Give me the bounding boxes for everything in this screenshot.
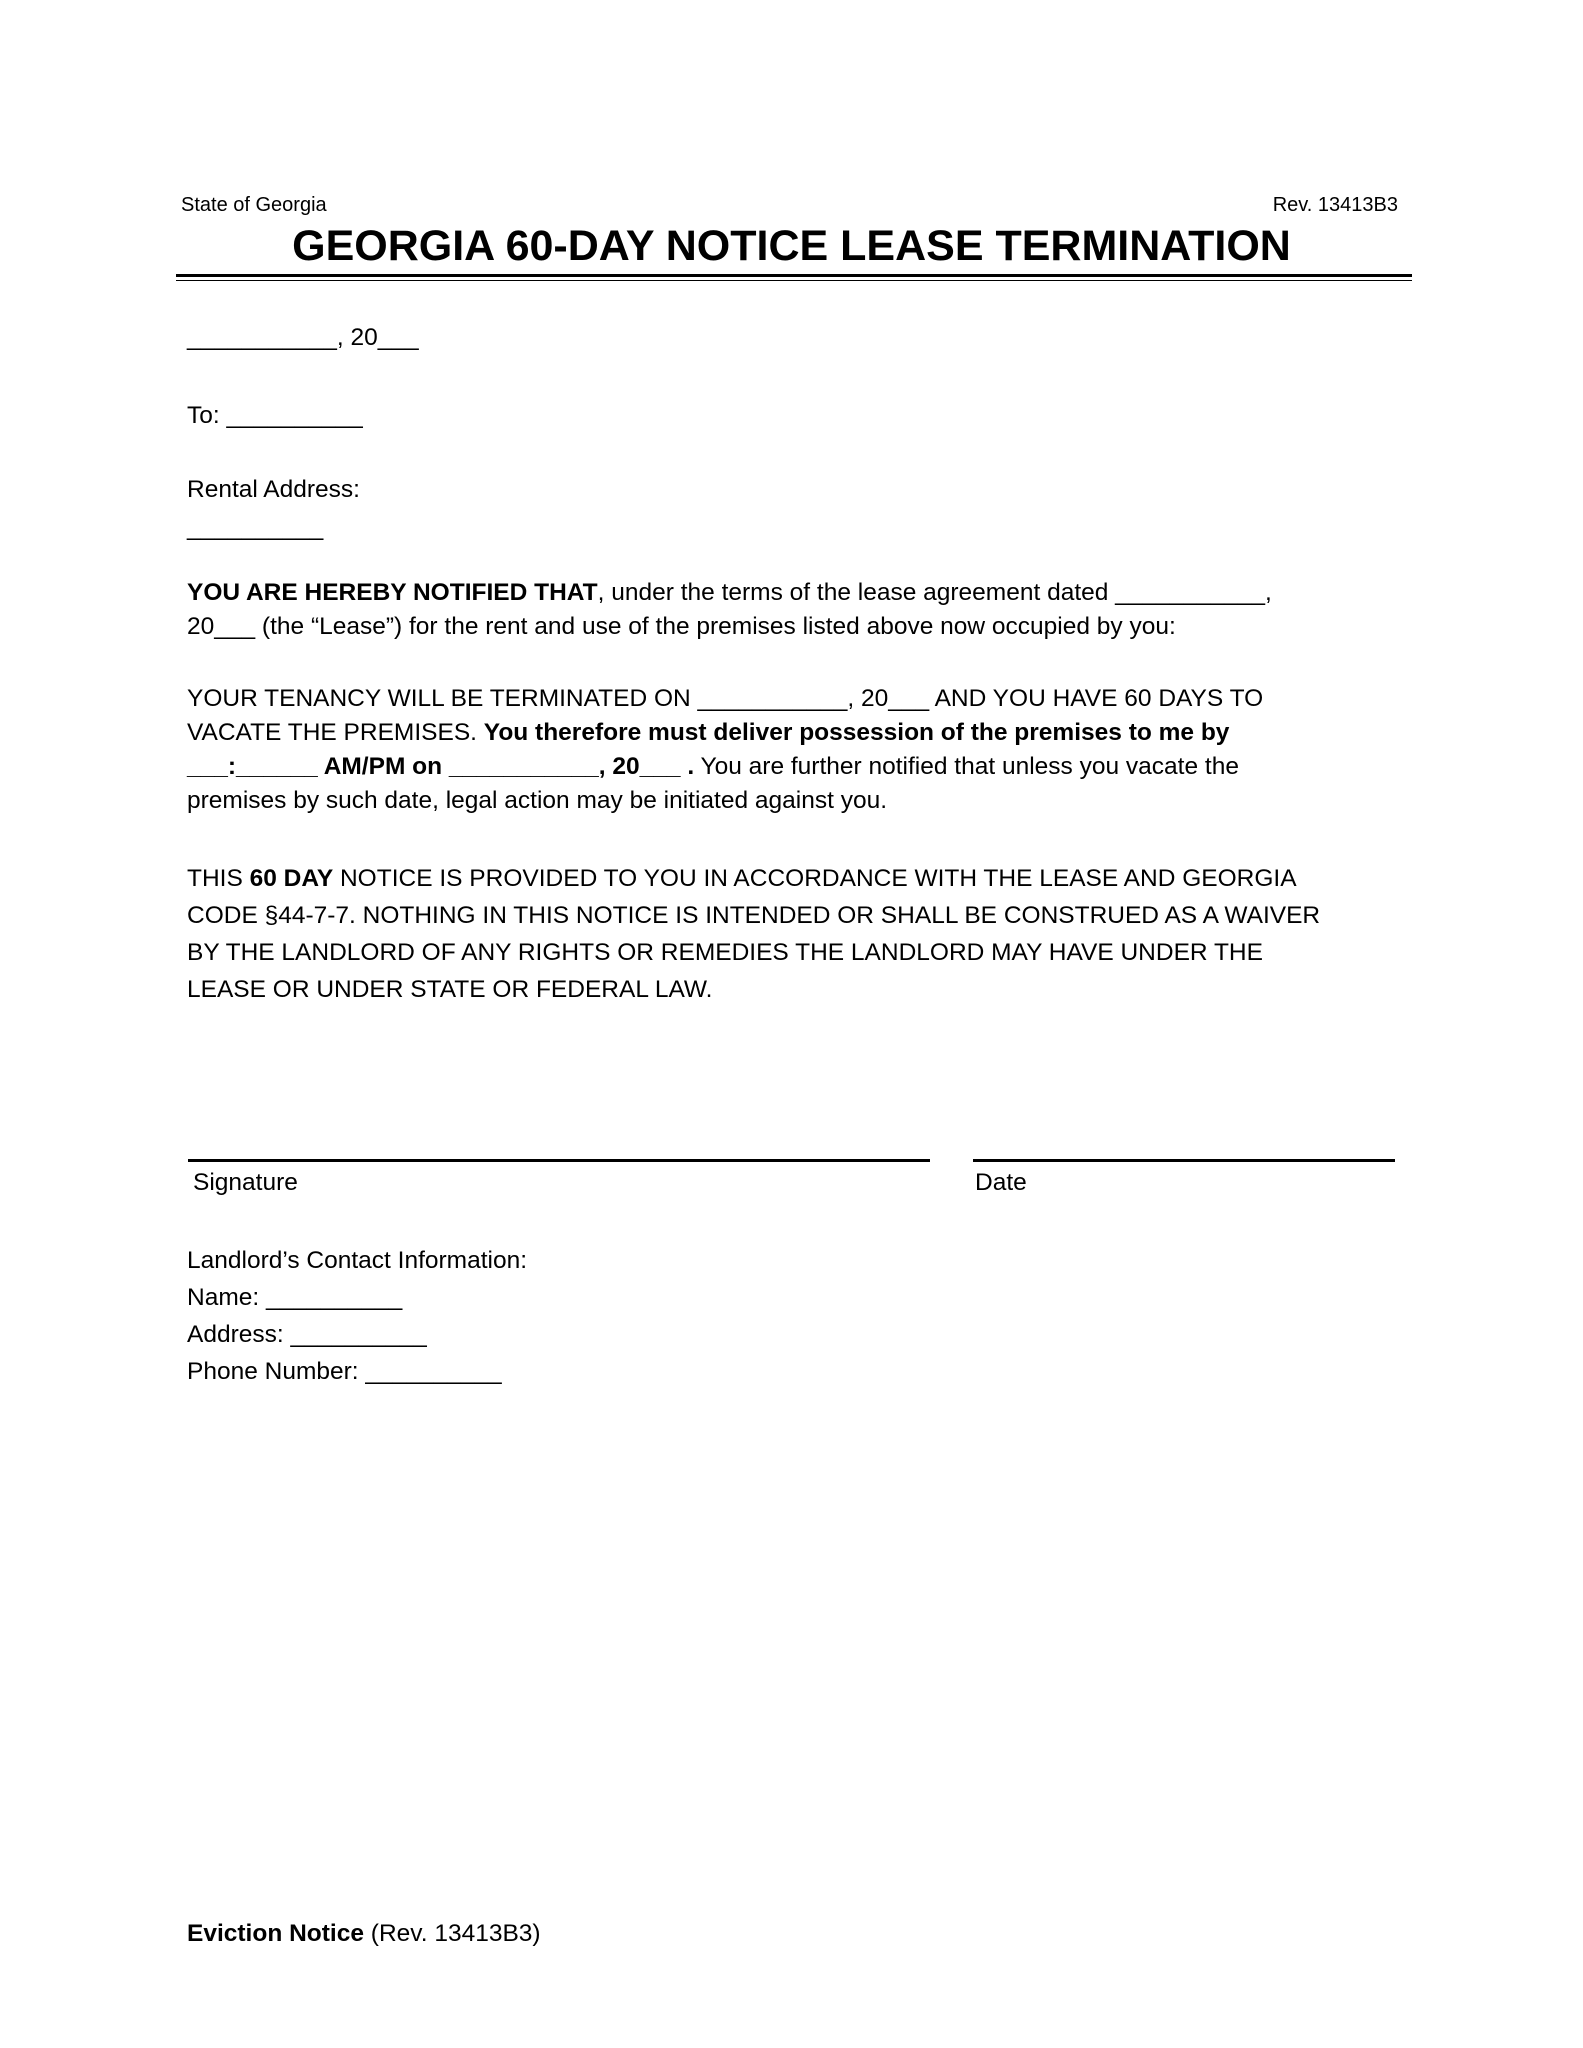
termination-line-3-bold: ___:______ AM/PM on ___________, 20___ .	[187, 753, 695, 780]
termination-line-2-bold: You therefore must deliver possession of the premises to me by	[483, 719, 1230, 746]
date-label: Date	[975, 1169, 1027, 1196]
notice-paragraph	[187, 576, 1272, 644]
notice-line-1-rest: , under the terms of the lease agreement dated ___________,	[597, 579, 1272, 606]
rental-address-field[interactable]: __________	[187, 514, 324, 541]
landlord-name-field[interactable]: __________	[265, 1284, 403, 1311]
footer	[187, 1917, 541, 1951]
notice-line-1	[187, 576, 1272, 610]
legal-line-3: BY THE LANDLORD OF ANY RIGHTS OR REMEDIES THE LANDLORD MAY HAVE UNDER THE	[187, 939, 1263, 966]
notice-bold-lead: YOU ARE HEREBY NOTIFIED THAT	[187, 579, 598, 606]
signature-label: Signature	[193, 1169, 298, 1196]
to-label: To:	[187, 402, 220, 429]
footer-rest: (Rev. 13413B3)	[363, 1920, 541, 1947]
revision-label: Rev. 13413B3	[1272, 194, 1398, 216]
title-rule-thin	[176, 280, 1412, 281]
legal-line-2: CODE §44-7-7. NOTHING IN THIS NOTICE IS INTENDED OR SHALL BE CONSTRUED AS A WAIVER	[187, 902, 1321, 929]
landlord-phone-label: Phone Number:	[187, 1358, 359, 1385]
legal-line-4: LEASE OR UNDER STATE OR FEDERAL LAW.	[187, 976, 713, 1003]
date-field[interactable]: ___________, 20___	[187, 324, 419, 351]
rental-address-label: Rental Address:	[187, 476, 360, 503]
notice-line-2: 20___ (the “Lease”) for the rent and use of the premises listed above now occupied by you:	[187, 613, 1176, 640]
termination-line-4: premises by such date, legal action may be initiated against you.	[187, 787, 888, 814]
to-line	[187, 399, 363, 433]
legal-line-1-prefix: THIS	[187, 865, 250, 892]
legal-paragraph	[187, 860, 1320, 1008]
legal-line-1	[187, 860, 1320, 897]
landlord-phone-row	[187, 1353, 527, 1390]
date-signature-line[interactable]	[973, 1159, 1395, 1162]
landlord-address-field[interactable]: __________	[290, 1321, 427, 1348]
landlord-phone-field[interactable]: __________	[365, 1358, 502, 1385]
legal-line-1-rest: NOTICE IS PROVIDED TO YOU IN ACCORDANCE WITH THE LEASE AND GEORGIA	[333, 865, 1297, 892]
landlord-contact-heading: Landlord’s Contact Information:	[187, 1247, 528, 1274]
to-field[interactable]: __________	[226, 402, 363, 429]
title-rule-thick	[176, 274, 1412, 277]
state-label: State of Georgia	[181, 194, 327, 216]
document-title: GEORGIA 60-DAY NOTICE LEASE TERMINATION	[292, 222, 1291, 270]
termination-line-2	[187, 716, 1263, 750]
landlord-name-label: Name:	[187, 1284, 260, 1311]
termination-line-3-regular: You are further notified that unless you vacate the	[694, 753, 1239, 780]
termination-paragraph	[187, 682, 1263, 818]
landlord-address-label: Address:	[187, 1321, 284, 1348]
footer-bold: Eviction Notice	[187, 1920, 364, 1947]
termination-line-3	[187, 750, 1263, 784]
landlord-name-row	[187, 1279, 527, 1316]
landlord-contact	[187, 1242, 527, 1390]
landlord-address-row	[187, 1316, 527, 1353]
termination-line-1: YOUR TENANCY WILL BE TERMINATED ON ___________, 20___ AND YOU HAVE 60 DAYS TO	[187, 685, 1264, 712]
termination-line-2-regular: VACATE THE PREMISES.	[187, 719, 484, 746]
legal-line-1-bold: 60 DAY	[249, 865, 334, 892]
signature-line[interactable]	[188, 1159, 930, 1162]
